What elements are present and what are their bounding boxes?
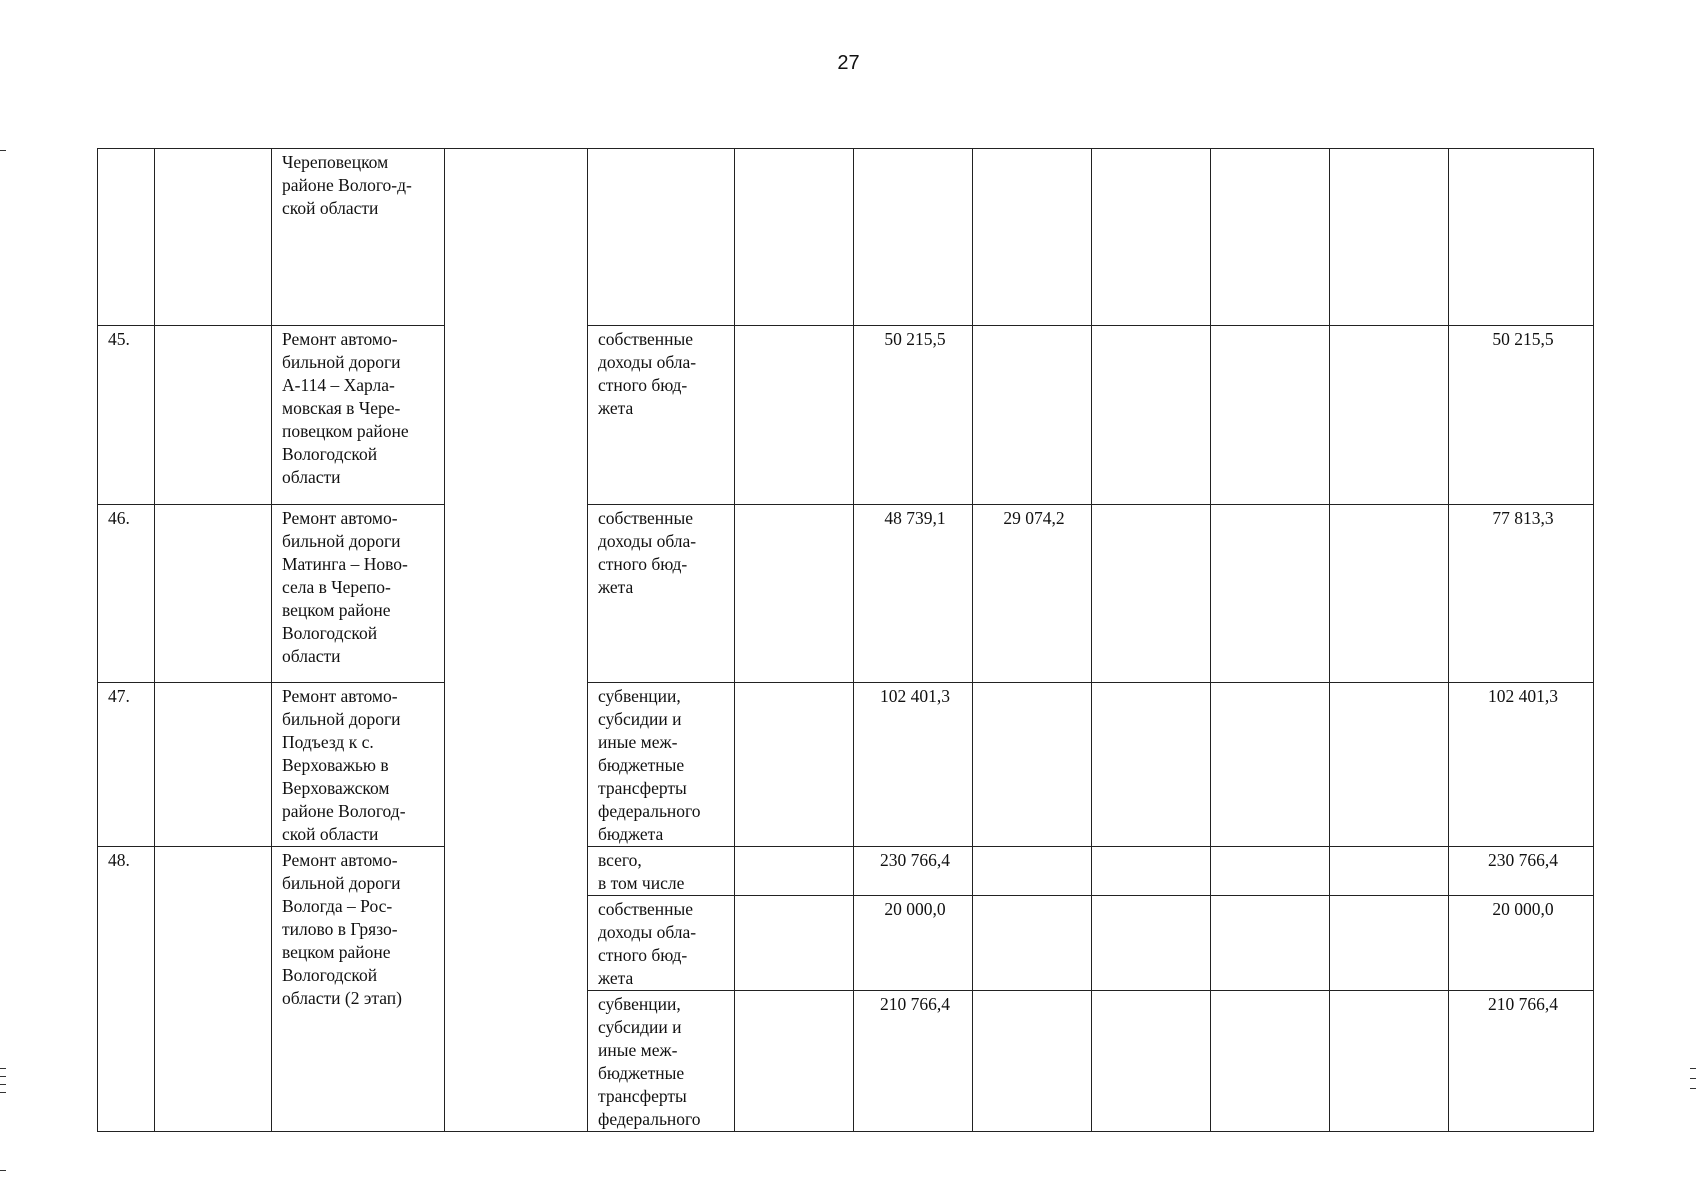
- value-cell: [735, 847, 854, 896]
- value-cell: [1330, 896, 1449, 991]
- table-row: [98, 847, 1594, 896]
- funding-source-cell: субвенции, субсидии и иные меж- бюджетные трансферты федерального бюджета: [588, 683, 735, 847]
- value-cell: [1211, 991, 1330, 1132]
- funding-source-cell: [588, 149, 735, 326]
- value-cell: [973, 149, 1092, 326]
- value-cell: [735, 991, 854, 1132]
- row-number-cell: 46.: [98, 505, 155, 683]
- funding-source-cell: субвенции, субсидии и иные меж- бюджетные трансферты федерального: [588, 991, 735, 1132]
- blank-cell: [155, 149, 272, 326]
- row-number-cell: 45.: [98, 326, 155, 505]
- object-name-cell: Ремонт автомо- бильной дороги Вологда – Рос- тилово в Грязо- вецком районе Вологодской области (2 этап): [272, 847, 445, 1132]
- row-number-cell: [98, 149, 155, 326]
- value-cell: [854, 149, 973, 326]
- budget-table: [97, 148, 1594, 1132]
- funding-source-cell: всего, в том числе: [588, 847, 735, 896]
- value-cell: [735, 505, 854, 683]
- merged-blank-cell: [445, 149, 588, 1132]
- total-cell: [1449, 149, 1594, 326]
- table-row: [98, 683, 1594, 847]
- table-row: [98, 326, 1594, 505]
- blank-cell: [155, 847, 272, 1132]
- value-cell: [1211, 896, 1330, 991]
- table-row: [98, 505, 1594, 683]
- row-number-cell: 48.: [98, 847, 155, 1132]
- total-cell: 50 215,5: [1449, 326, 1594, 505]
- value-cell: [1092, 149, 1211, 326]
- object-name-cell: Ремонт автомо- бильной дороги А-114 – Харла- мовская в Чере- повецком районе Вологодской области: [272, 326, 445, 505]
- value-cell: 210 766,4: [854, 991, 973, 1132]
- value-cell: [973, 683, 1092, 847]
- value-cell: [1211, 847, 1330, 896]
- total-cell: 210 766,4: [1449, 991, 1594, 1132]
- value-cell: [973, 896, 1092, 991]
- scan-edge-mark: [1690, 1078, 1696, 1079]
- scan-edge-mark: [0, 1084, 6, 1085]
- scan-edge-mark: [0, 1076, 6, 1077]
- scan-edge-mark: [0, 1068, 6, 1069]
- value-cell: [1330, 149, 1449, 326]
- value-cell: 48 739,1: [854, 505, 973, 683]
- value-cell: [1330, 991, 1449, 1132]
- total-cell: 230 766,4: [1449, 847, 1594, 896]
- scan-edge-mark: [1690, 1088, 1696, 1089]
- value-cell: [1092, 847, 1211, 896]
- object-name-cell: Ремонт автомо- бильной дороги Подъезд к с. Верховажью в Верховажском районе Вологод- ской области: [272, 683, 445, 847]
- value-cell: [1330, 326, 1449, 505]
- value-cell: [735, 683, 854, 847]
- value-cell: [1211, 149, 1330, 326]
- value-cell: [1330, 847, 1449, 896]
- object-name-cell: Ремонт автомо- бильной дороги Матинга – Ново- села в Черепо- вецком районе Вологодской области: [272, 505, 445, 683]
- total-cell: 77 813,3: [1449, 505, 1594, 683]
- value-cell: [1092, 683, 1211, 847]
- value-cell: 50 215,5: [854, 326, 973, 505]
- value-cell: [973, 847, 1092, 896]
- blank-cell: [155, 683, 272, 847]
- value-cell: [1330, 683, 1449, 847]
- scan-edge-mark: [0, 150, 6, 151]
- value-cell: 29 074,2: [973, 505, 1092, 683]
- object-name-cell: Череповецком районе Волого-д- ской области: [272, 149, 445, 326]
- value-cell: [1211, 326, 1330, 505]
- funding-source-cell: собственные доходы обла- стного бюд- жета: [588, 896, 735, 991]
- value-cell: [1330, 505, 1449, 683]
- table-row: [98, 149, 1594, 326]
- total-cell: 20 000,0: [1449, 896, 1594, 991]
- value-cell: [1092, 505, 1211, 683]
- value-cell: [735, 896, 854, 991]
- row-number-cell: 47.: [98, 683, 155, 847]
- value-cell: [1211, 505, 1330, 683]
- value-cell: [973, 991, 1092, 1132]
- value-cell: [735, 326, 854, 505]
- scan-edge-mark: [0, 1170, 6, 1171]
- value-cell: [735, 149, 854, 326]
- value-cell: 230 766,4: [854, 847, 973, 896]
- value-cell: [1092, 896, 1211, 991]
- value-cell: [1092, 326, 1211, 505]
- scan-edge-mark: [0, 1092, 6, 1093]
- value-cell: [973, 326, 1092, 505]
- blank-cell: [155, 505, 272, 683]
- funding-source-cell: собственные доходы обла- стного бюд- жета: [588, 505, 735, 683]
- value-cell: 102 401,3: [854, 683, 973, 847]
- page-number: 27: [837, 52, 860, 74]
- funding-source-cell: собственные доходы обла- стного бюд- жета: [588, 326, 735, 505]
- value-cell: [1211, 683, 1330, 847]
- value-cell: [1092, 991, 1211, 1132]
- scan-edge-mark: [1690, 1068, 1696, 1069]
- value-cell: 20 000,0: [854, 896, 973, 991]
- blank-cell: [155, 326, 272, 505]
- total-cell: 102 401,3: [1449, 683, 1594, 847]
